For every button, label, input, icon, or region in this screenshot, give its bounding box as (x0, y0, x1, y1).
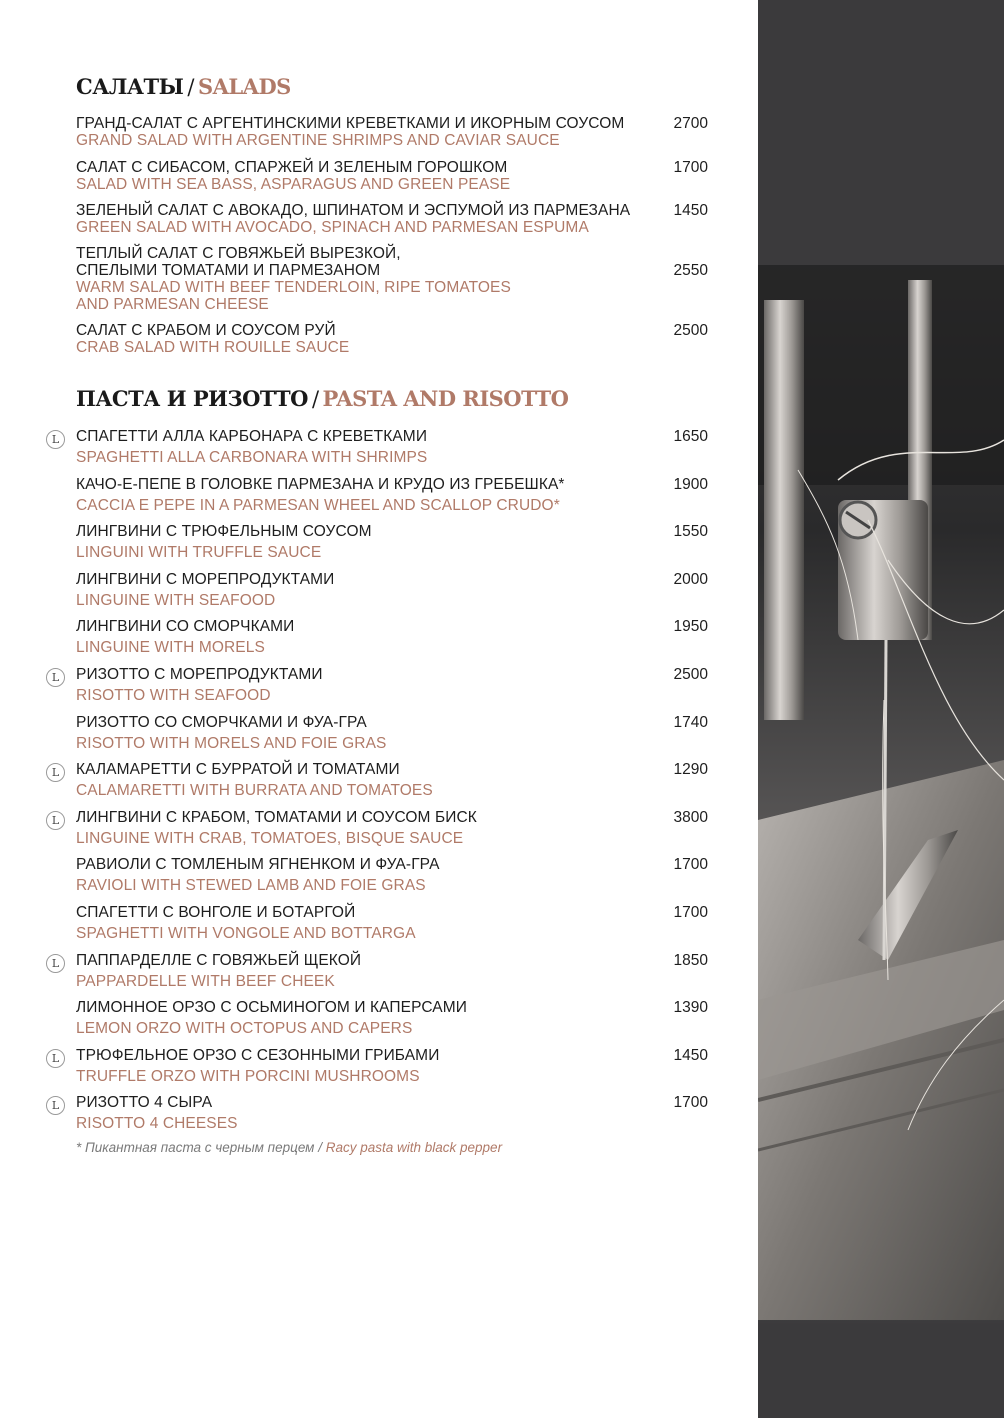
menu-item-pasta-13 (76, 999, 708, 1037)
item-name-ru: ЛИНГВИНИ С МОРЕПРОДУКТАМИ (76, 571, 335, 588)
item-name-en: GREEN SALAD WITH AVOCADO, SPINACH AND PARMESAN ESPUMA (76, 219, 589, 236)
sewing-machine-photo (758, 0, 1004, 1418)
item-name-ru: СПАГЕТТИ С ВОНГОЛЕ И БОТАРГОЙ (76, 904, 356, 921)
l-badge-icon: L (46, 668, 65, 687)
item-price: 1740 (673, 714, 708, 731)
pasta-title (76, 386, 568, 412)
menu-item-salad-5 (76, 322, 708, 356)
menu-item-salad-3 (76, 202, 708, 236)
menu-item-pasta-8 (51, 761, 708, 799)
item-price: 1700 (673, 159, 708, 176)
item-price: 2550 (673, 262, 708, 279)
item-name-en-line2: AND PARMESAN CHEESE (76, 296, 269, 313)
footnote-en: Racy pasta with black pepper (325, 1140, 503, 1155)
item-name-en: LEMON ORZO WITH OCTOPUS AND CAPERS (76, 1020, 413, 1037)
item-price: 2000 (673, 571, 708, 588)
item-price: 1290 (673, 761, 708, 778)
item-price: 1390 (673, 999, 708, 1016)
item-price: 2700 (673, 115, 708, 132)
item-price: 2500 (673, 666, 708, 683)
pasta-title-ru: ПАСТА И РИЗОТТО (76, 386, 308, 411)
salads-title-ru: САЛАТЫ (76, 74, 184, 99)
title-separator: / (187, 75, 194, 99)
item-price: 1700 (673, 904, 708, 921)
pasta-title-en: PASTA AND RISOTTO (322, 386, 569, 411)
item-price: 1900 (673, 476, 708, 493)
l-badge-icon: L (46, 1096, 65, 1115)
menu-item-pasta-10 (76, 856, 708, 894)
menu-item-pasta-2 (76, 476, 708, 514)
menu-item-pasta-1 (51, 428, 708, 466)
item-name-en: WARM SALAD WITH BEEF TENDERLOIN, RIPE TOMATOES (76, 279, 511, 296)
item-name-ru: ЗЕЛЕНЫЙ САЛАТ С АВОКАДО, ШПИНАТОМ И ЭСПУМОЙ ИЗ ПАРМЕЗАНА (76, 202, 631, 219)
item-name-en: CACCIA E PEPE IN A PARMESAN WHEEL AND SCALLOP CRUDO* (76, 497, 560, 514)
l-badge-icon: L (46, 954, 65, 973)
item-price: 1450 (673, 1047, 708, 1064)
menu-item-pasta-3 (76, 523, 708, 561)
item-name-en: PAPPARDELLE WITH BEEF CHEEK (76, 973, 335, 990)
menu-item-pasta-11 (76, 904, 708, 942)
menu-item-pasta-9 (51, 809, 708, 847)
menu-item-salad-4 (76, 245, 708, 313)
footnote-ru: * Пикантная паста с черным перцем / (76, 1140, 322, 1155)
menu-item-pasta-5 (76, 618, 708, 656)
l-badge-icon: L (46, 430, 65, 449)
item-name-en: LINGUINI WITH TRUFFLE SAUCE (76, 544, 322, 561)
item-name-ru: ЛИНГВИНИ СО СМОРЧКАМИ (76, 618, 295, 635)
salads-title (76, 74, 291, 100)
item-name-en: CALAMARETTI WITH BURRATA AND TOMATOES (76, 782, 433, 799)
item-name-en: LINGUINE WITH SEAFOOD (76, 592, 276, 609)
l-badge-icon: L (46, 763, 65, 782)
item-name-en: RISOTTO WITH MORELS AND FOIE GRAS (76, 735, 387, 752)
item-price: 1700 (673, 856, 708, 873)
item-price: 2500 (673, 322, 708, 339)
item-price: 1450 (673, 202, 708, 219)
item-name-ru: ТЕПЛЫЙ САЛАТ С ГОВЯЖЬЕЙ ВЫРЕЗКОЙ, (76, 245, 401, 262)
item-price: 1550 (673, 523, 708, 540)
item-name-ru: САЛАТ С СИБАСОМ, СПАРЖЕЙ И ЗЕЛЕНЫМ ГОРОШКОМ (76, 159, 508, 176)
item-price: 1950 (673, 618, 708, 635)
item-name-en: LINGUINE WITH CRAB, TOMATOES, BISQUE SAUCE (76, 830, 464, 847)
item-name-ru: КАЧО-Е-ПЕПЕ В ГОЛОВКЕ ПАРМЕЗАНА И КРУДО ИЗ ГРЕБЕШКА* (76, 476, 565, 493)
item-name-en: SPAGHETTI ALLA CARBONARA WITH SHRIMPS (76, 449, 428, 466)
menu-item-pasta-15 (51, 1094, 708, 1132)
menu-item-pasta-4 (76, 571, 708, 609)
item-name-ru: САЛАТ С КРАБОМ И СОУСОМ РУЙ (76, 322, 336, 339)
item-name-ru-line2: СПЕЛЫМИ ТОМАТАМИ И ПАРМЕЗАНОМ (76, 262, 381, 279)
item-price: 1650 (673, 428, 708, 445)
item-name-ru: РИЗОТТО 4 СЫРА (76, 1094, 213, 1111)
item-name-en: GRAND SALAD WITH ARGENTINE SHRIMPS AND CAVIAR SAUCE (76, 132, 560, 149)
item-name-ru: ПАППАРДЕЛЛЕ С ГОВЯЖЬЕЙ ЩЕКОЙ (76, 952, 362, 969)
item-name-en: RAVIOLI WITH STEWED LAMB AND FOIE GRAS (76, 877, 426, 894)
menu-item-salad-2 (76, 159, 708, 193)
item-price: 1850 (673, 952, 708, 969)
item-name-ru: ТРЮФЕЛЬНОЕ ОРЗО С СЕЗОННЫМИ ГРИБАМИ (76, 1047, 440, 1064)
item-name-en: SPAGHETTI WITH VONGOLE AND BOTTARGA (76, 925, 416, 942)
menu-item-pasta-14 (51, 1047, 708, 1085)
item-name-ru: РАВИОЛИ С ТОМЛЕНЫМ ЯГНЕНКОМ И ФУА-ГРА (76, 856, 440, 873)
menu-item-pasta-12 (51, 952, 708, 990)
l-badge-icon: L (46, 811, 65, 830)
item-name-en: RISOTTO 4 CHEESES (76, 1115, 238, 1132)
item-name-ru: СПАГЕТТИ АЛЛА КАРБОНАРА С КРЕВЕТКАМИ (76, 428, 428, 445)
item-name-ru: ЛИНГВИНИ С КРАБОМ, ТОМАТАМИ И СОУСОМ БИСК (76, 809, 477, 826)
item-name-en: LINGUINE WITH MORELS (76, 639, 265, 656)
l-badge-icon: L (46, 1049, 65, 1068)
sewing-machine-illustration (758, 0, 1004, 1418)
item-name-ru: КАЛАМАРЕТТИ С БУРРАТОЙ И ТОМАТАМИ (76, 761, 400, 778)
menu-item-pasta-6 (51, 666, 708, 704)
title-separator: / (311, 387, 319, 411)
menu-item-salad-1 (76, 115, 708, 149)
item-name-ru: ЛИМОННОЕ ОРЗО С ОСЬМИНОГОМ И КАПЕРСАМИ (76, 999, 467, 1016)
item-name-ru: ГРАНД-САЛАТ С АРГЕНТИНСКИМИ КРЕВЕТКАМИ И ИКОРНЫМ СОУСОМ (76, 115, 625, 132)
item-name-en: TRUFFLE ORZO WITH PORCINI MUSHROOMS (76, 1068, 420, 1085)
item-name-en: RISOTTO WITH SEAFOOD (76, 687, 271, 704)
item-name-en: SALAD WITH SEA BASS, ASPARAGUS AND GREEN PEASE (76, 176, 511, 193)
item-price: 1700 (673, 1094, 708, 1111)
salads-title-en: SALADS (197, 74, 291, 99)
item-price: 3800 (673, 809, 708, 826)
item-name-ru: РИЗОТТО С МОРЕПРОДУКТАМИ (76, 666, 323, 683)
item-name-ru: РИЗОТТО СО СМОРЧКАМИ И ФУА-ГРА (76, 714, 367, 731)
menu-item-pasta-7 (76, 714, 708, 752)
footnote (76, 1140, 502, 1155)
item-name-ru: ЛИНГВИНИ С ТРЮФЕЛЬНЫМ СОУСОМ (76, 523, 372, 540)
item-name-en: CRAB SALAD WITH ROUILLE SAUCE (76, 339, 350, 356)
